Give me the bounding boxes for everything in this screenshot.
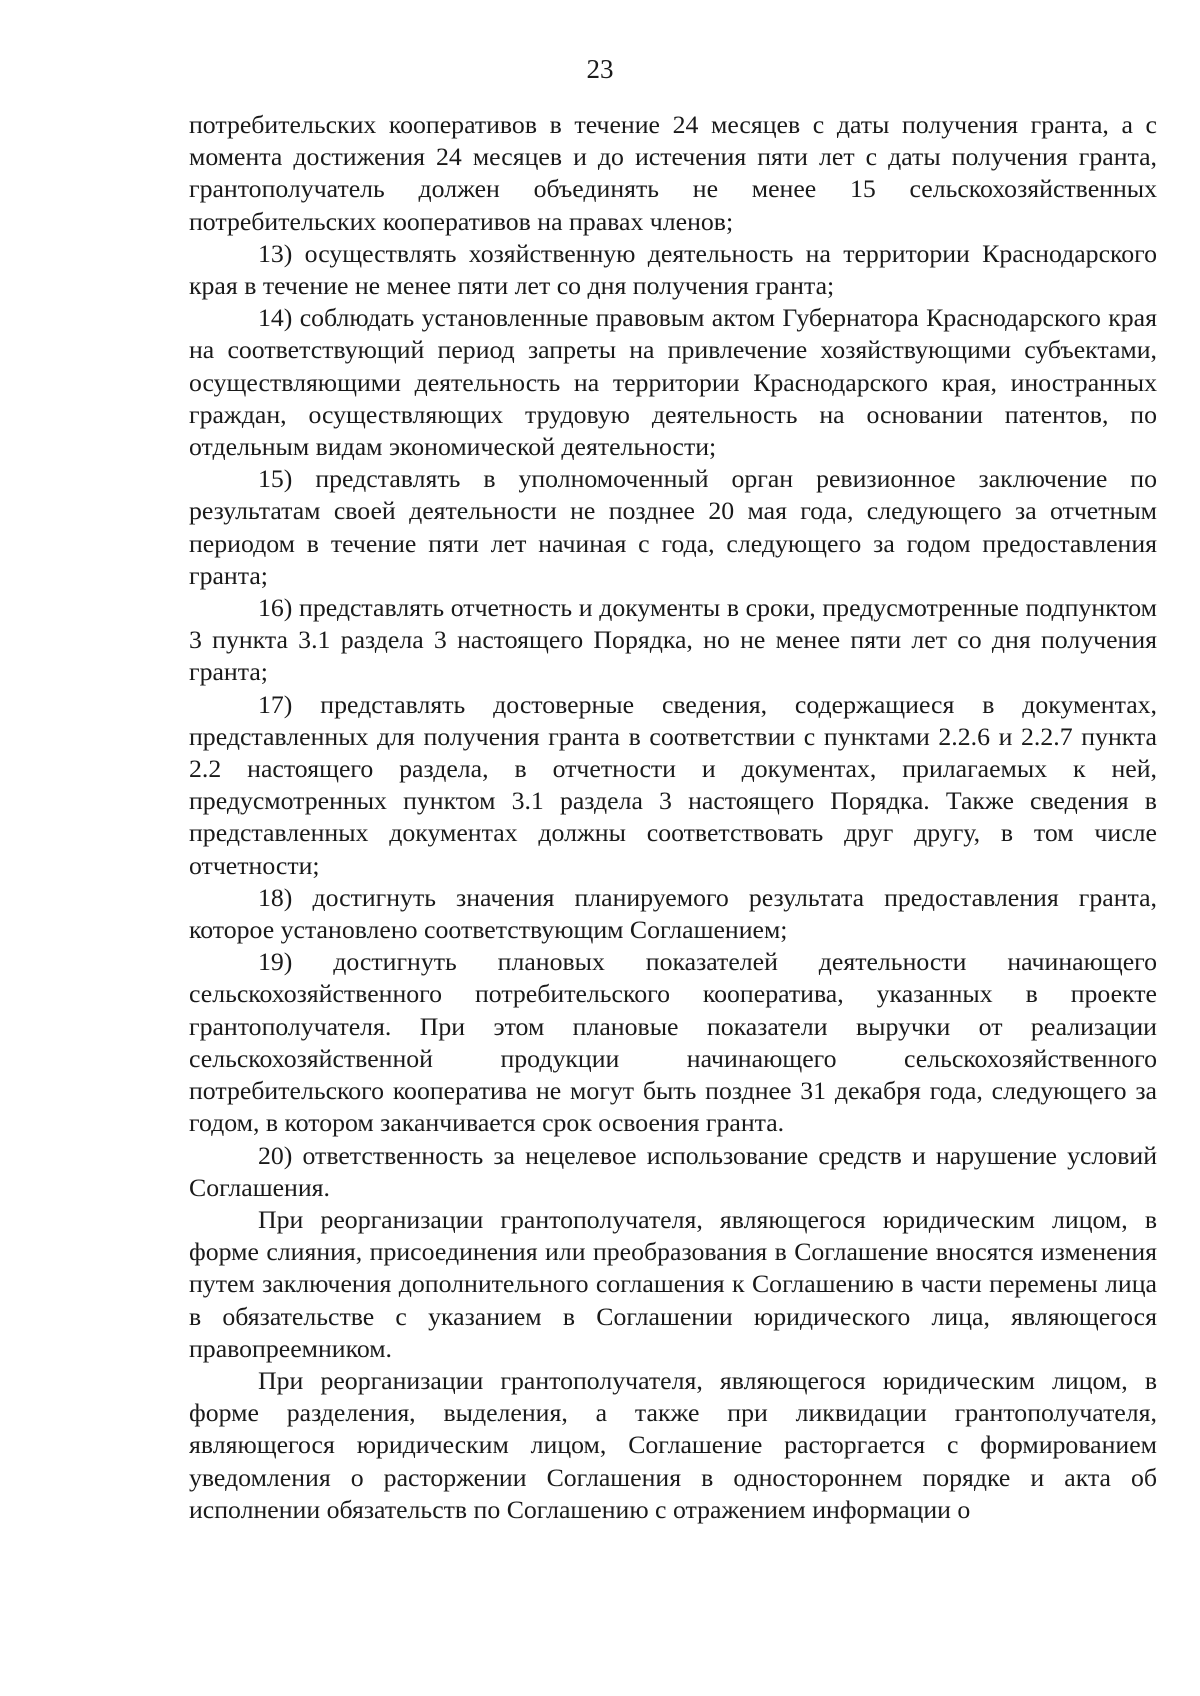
list-item-16: 16) представлять отчетность и документы в сроки, предусмотренные подпунктом 3 пункта 3.1 раздела 3 настоящего Порядка, но не менее пяти лет со дня получения гранта; bbox=[189, 593, 1157, 687]
page-number: 23 bbox=[586, 54, 614, 84]
paragraph-reorganization-merger: При реорганизации грантополучателя, являющегося юридическим лицом, в форме слияния, присоединения или преобразования в Соглашение вносятся изменения путем заключения дополнительного соглашения к Соглашению в части перемены лица в обязательстве с указанием в Соглашении юридического лица, являющегося правопреемником. bbox=[189, 1204, 1157, 1363]
list-item-13: 13) осуществлять хозяйственную деятельность на территории Краснодарского края в течение не менее пяти лет со дня получения гранта; bbox=[189, 238, 1157, 301]
list-item-14: 14) соблюдать установленные правовым актом Губернатора Краснодарского края на соответствующий период запреты на привлечение хозяйствующими субъектами, осуществляющими деятельность на территории Краснодарского края, иностранных граждан, осуществляющих трудовую деятельность на основании патентов, по отдельным видам экономической деятельности; bbox=[189, 303, 1157, 462]
list-item-19: 19) достигнуть плановых показателей деятельности начинающего сельскохозяйственного потребительского кооператива, указанных в проекте грантополучателя. При этом плановые показатели выручки от реализации сельскохозяйственной продукции начинающего сельскохозяйственного потребительского кооператива не могут быть позднее 31 декабря года, следующего за годом, в котором заканчивается срок освоения гранта. bbox=[189, 947, 1157, 1138]
list-item-15: 15) представлять в уполномоченный орган ревизионное заключение по результатам своей деятельности не позднее 20 мая года, следующего за отчетным периодом в течение пяти лет начиная с года, следующего за годом предоставления гранта; bbox=[189, 464, 1157, 590]
paragraph-continuation: потребительских кооперативов в течение 24 месяцев с даты получения гранта, а с момента достижения 24 месяцев и до истечения пяти лет с даты получения гранта, грантополучатель должен объединять не менее 15 сельскохозяйственных потребительских кооперативов на правах членов; bbox=[189, 110, 1157, 236]
paragraph-reorganization-division: При реорганизации грантополучателя, являющегося юридическим лицом, в форме разделения, выделения, а также при ликвидации грантополучателя, являющегося юридическим лицом, Соглашение расторгается с формированием уведомления о расторжении Соглашения в одностороннем порядке и акта об исполнении обязательств по Соглашению с отражением информации о bbox=[189, 1365, 1157, 1524]
document-body bbox=[189, 109, 1157, 1526]
list-item-17: 17) представлять достоверные сведения, содержащиеся в документах, представленных для получения гранта в соответствии с пунктами 2.2.6 и 2.2.7 пункта 2.2 настоящего раздела, в отчетности и документах, прилагаемых к ней, предусмотренных пунктом 3.1 раздела 3 настоящего Порядка. Также сведения в представленных документах должны соответствовать друг другу, в том числе отчетности; bbox=[189, 689, 1157, 880]
list-item-20: 20) ответственность за нецелевое использование средств и нарушение условий Соглашения. bbox=[189, 1140, 1157, 1202]
list-item-18: 18) достигнуть значения планируемого результата предоставления гранта, которое установлено соответствующим Соглашением; bbox=[189, 882, 1157, 945]
